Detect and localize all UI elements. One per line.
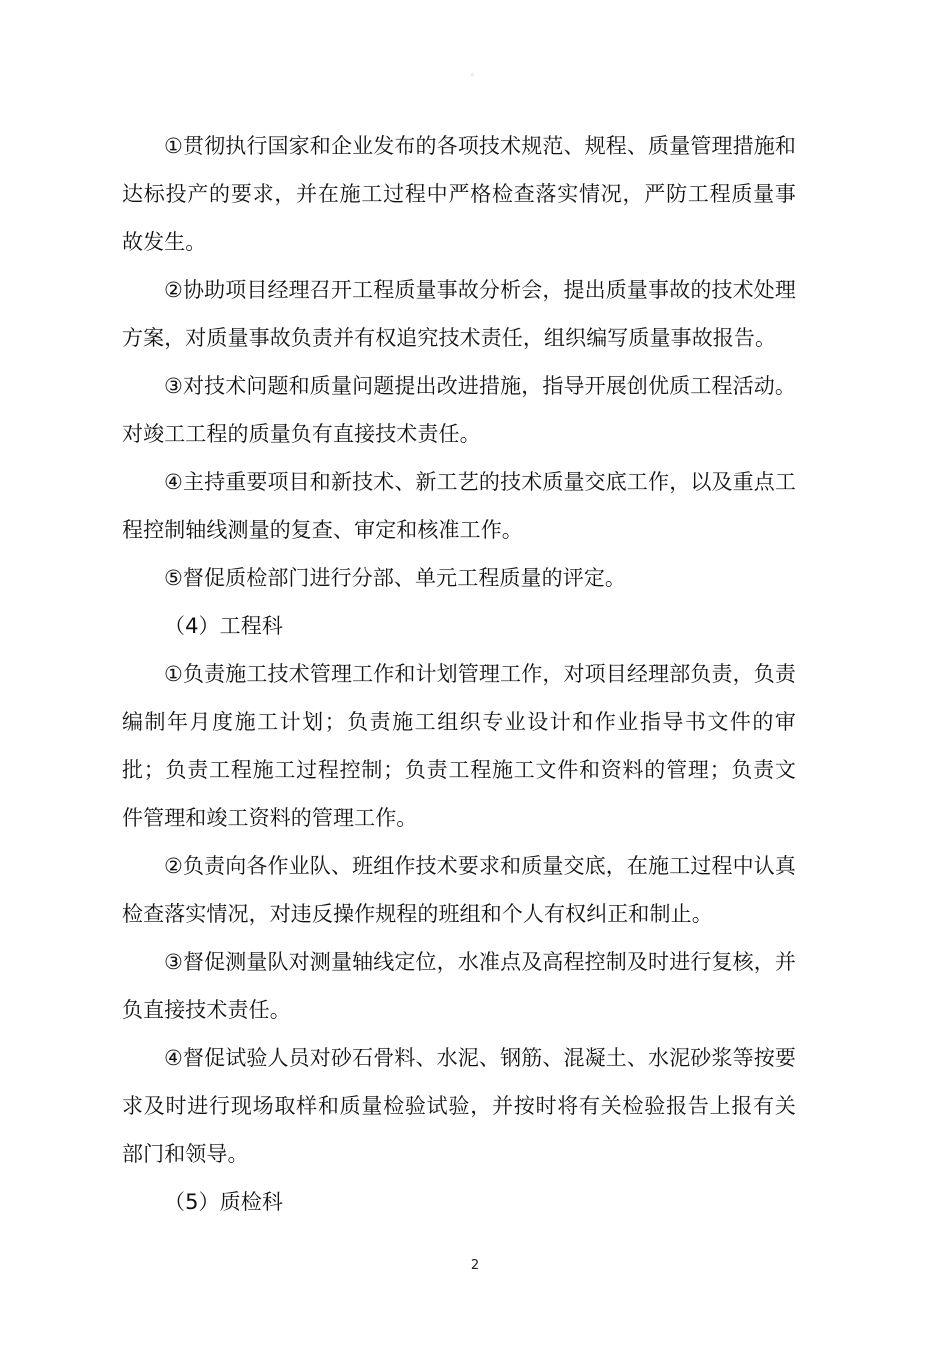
paragraph-engineering-duty-3: ③督促测量队对测量轴线定位，水准点及高程控制及时进行复核，并负直接技术责任。 [122,950,796,1022]
paragraph-engineering-duty-1: ①负责施工技术管理工作和计划管理工作，对项目经理部负责，负责编制年月度施工计划；负责施工组织专业设计和作业指导书文件的审批；负责工程施工过程控制；负责工程施工文件和资料的管理；负责文件管理和竣工资料的管理工作。 [122,662,796,830]
document-body [122,122,796,1226]
paragraph-chief-engineer-duty-2: ②协助项目经理召开工程质量事故分析会，提出质量事故的技术处理方案，对质量事故负责并有权追究技术责任，组织编写质量事故报告。 [122,278,796,350]
section-heading-engineering-dept: （4）工程科 [164,614,283,638]
header-mark: 。 [471,68,479,77]
paragraph-chief-engineer-duty-1: ①贯彻执行国家和企业发布的各项技术规范、规程、质量管理措施和达标投产的要求，并在施工过程中严格检查落实情况，严防工程质量事故发生。 [122,134,796,254]
paragraph-engineering-duty-2: ②负责向各作业队、班组作技术要求和质量交底，在施工过程中认真检查落实情况，对违反操作规程的班组和个人有权纠正和制止。 [122,854,796,926]
paragraph-chief-engineer-duty-3: ③对技术问题和质量问题提出改进措施，指导开展创优质工程活动。对竣工工程的质量负有直接技术责任。 [122,374,796,446]
paragraph-chief-engineer-duty-5: ⑤督促质检部门进行分部、单元工程质量的评定。 [164,566,627,590]
page-number: 2 [470,1258,480,1273]
paragraph-chief-engineer-duty-4: ④主持重要项目和新技术、新工艺的技术质量交底工作，以及重点工程控制轴线测量的复查、审定和核准工作。 [122,470,796,542]
section-heading-quality-inspection-dept: （5）质检科 [164,1190,283,1214]
paragraph-engineering-duty-4: ④督促试验人员对砂石骨料、水泥、钢筋、混凝土、水泥砂浆等按要求及时进行现场取样和质量检验试验，并按时将有关检验报告上报有关部门和领导。 [122,1046,796,1166]
